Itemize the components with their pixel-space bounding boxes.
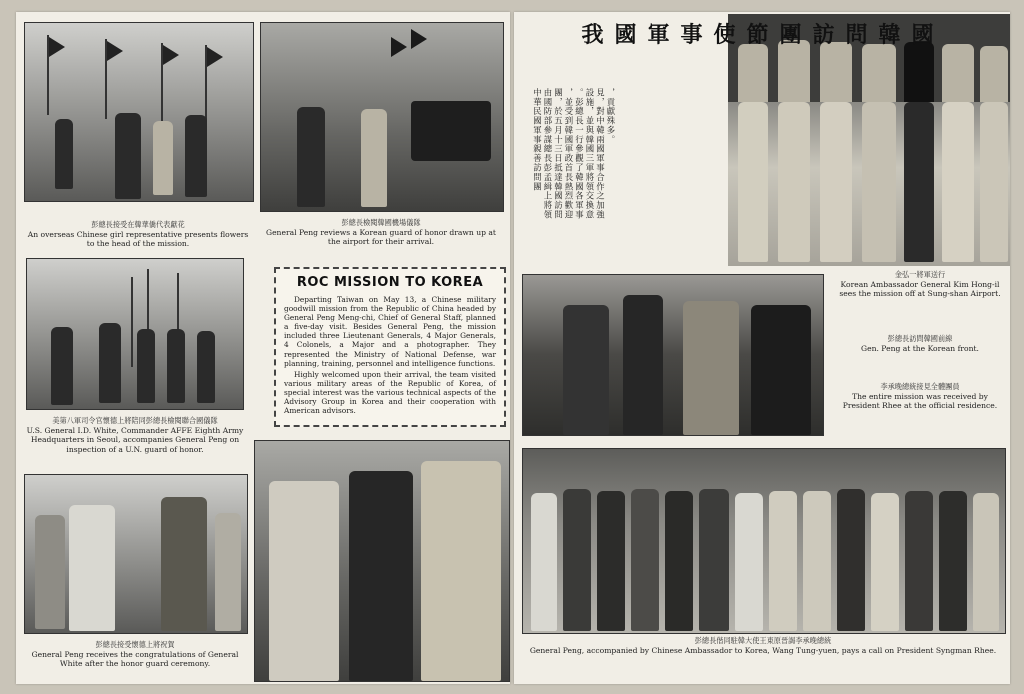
body-line: 。彭總長一行參觀了韓國各軍事 (574, 88, 585, 220)
caption-zh: 美第八軍司令官懷德上將陪同彭總長檢閱聯合國儀隊 (52, 416, 218, 425)
caption-zh: 彭總長訪問韓國前線 (887, 334, 953, 343)
caption-zh: 彭總長偕同駐韓大使王東原晉謁李承晚總統 (694, 636, 832, 645)
photo-guard-review (260, 22, 504, 212)
right-page (514, 12, 1010, 684)
article-paragraph: Highly welcomed upon their arrival, the team visited various military areas of the Republic of Korea, of special interest was the various technical aspects of the Advisory Group in Korea and their cooperation with American advisors. (284, 369, 496, 416)
caption-congratulations (24, 640, 246, 669)
photo-rhee-group (522, 448, 1006, 634)
body-line: 團，於五月十三日抵達韓國訪問 (553, 88, 564, 220)
body-line: 見，對中韓兩國軍事合作之加強 (595, 88, 606, 220)
body-line: ，並受到韓國軍政首長熱烈歡迎 (564, 88, 574, 220)
caption-korean-front (836, 334, 1004, 353)
photo-korean-front (522, 274, 824, 436)
caption-un-honor-guard (24, 416, 246, 454)
caption-en: Gen. Peng at the Korean front. (861, 343, 979, 353)
caption-zh: 彭總長接受懷德上將祝賀 (95, 640, 175, 649)
roc-mission-article (274, 267, 506, 427)
caption-en: An overseas Chinese girl representative presents flowers to the head of the mission. (27, 229, 249, 249)
caption-rhee-reception (836, 382, 1004, 411)
caption-en: Korean Ambassador General Kim Hong-il sees the mission off at Sung-shan Airport. (839, 279, 1001, 299)
photo-congratulations (24, 474, 248, 634)
caption-en: U.S. General I.D. White, Commander AFFE Eighth Army Headquarters in Seoul, accompanies General Peng on inspection of a U.N. guard of honor. (26, 425, 244, 454)
caption-guard-review (260, 218, 502, 247)
caption-zh: 李承晚總統接見全體團員 (880, 382, 960, 391)
caption-en: General Peng receives the congratulations of General White after the honor guard ceremony. (31, 649, 239, 669)
caption-flower-presentation (24, 220, 252, 249)
caption-zh: 彭總長檢閱韓國機場儀隊 (341, 218, 421, 227)
photo-flower-presentation (24, 22, 254, 202)
caption-en: General Peng, accompanied by Chinese Ambassador to Korea, Wang Tung-yuen, pays a call on President Syngman Rhee. (529, 645, 997, 655)
article-paragraph: Departing Taiwan on May 13, a Chinese military goodwill mission from the Republic of China headed by General Peng Meng-chi, Chief of General Staff, planned a five-day visit. Besides General Peng, the mission included three Lieutenant Generals, 4 Major Generals, 4 Colonels, a Major and a photographer. They represented the Ministry of National Defense, war planning, training, personnel and intelligence functions. (284, 295, 496, 368)
body-line: 設施，並與韓國三軍將領交換意 (585, 88, 595, 220)
left-page (16, 12, 510, 684)
caption-zh: 金弘一將軍送行 (894, 270, 946, 279)
caption-kim-send-off (836, 270, 1004, 299)
body-line: ，貢獻殊多。 (606, 88, 616, 145)
caption-en: The entire mission was received by President Rhee at the official residence. (842, 391, 998, 411)
photo-airport-group-lower (728, 102, 1010, 266)
article-title: ROC MISSION TO KOREA (296, 275, 484, 290)
body-line: 由國防部參謀總長彭孟緝上將領 (543, 88, 553, 220)
caption-rhee-call (522, 636, 1004, 655)
caption-zh: 彭總長接受在韓華僑代表獻花 (91, 220, 185, 229)
caption-en: General Peng reviews a Korean guard of honor drawn up at the airport for their arrival. (266, 227, 496, 247)
article-body-zh (532, 88, 616, 268)
page-headline: 我國軍事使節團訪問韓國 (581, 22, 945, 48)
photo-un-honor-guard (26, 258, 244, 410)
photo-handshake-rhee (254, 440, 510, 682)
body-line: 中華民國軍事親善訪問團 (532, 88, 543, 192)
